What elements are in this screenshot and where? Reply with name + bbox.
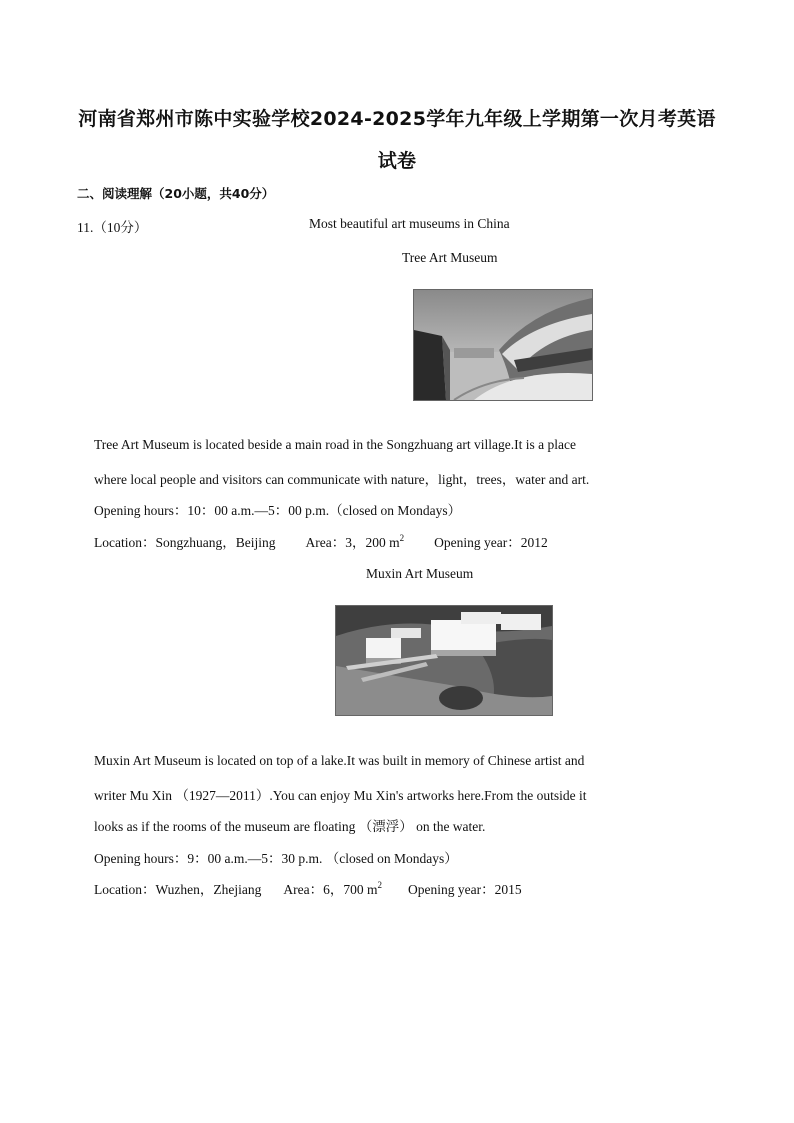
page-title: 河南省郑州市陈中实验学校2024-2025学年九年级上学期第一次月考英语	[78, 108, 716, 130]
museum-title-muxin: Muxin Art Museum	[366, 566, 474, 581]
muxin-area: Area：6，700 $m^2$	[283, 880, 383, 897]
muxin-location: Location：Wuzhen，Zhejiang	[94, 882, 262, 897]
tree-description-line1: Tree Art Museum is located beside a main road in the Songzhuang art village.It is a place	[94, 437, 576, 452]
passage-title: Most beautiful art museums in China	[309, 216, 510, 231]
tree-opening-year: Opening year：2012	[434, 535, 548, 550]
tree-info-row	[94, 531, 548, 551]
muxin-info-row	[94, 878, 522, 898]
tree-location: Location：Songzhuang，Beijing	[94, 535, 276, 550]
museum-title-tree: Tree Art Museum	[402, 250, 498, 265]
section-heading: 二、阅读理解（20小题，共40分）	[77, 186, 275, 201]
tree-area: Area：3，200 $m^2$	[305, 533, 405, 550]
muxin-opening-year: Opening year：2015	[408, 882, 522, 897]
lake-museum-photo	[335, 605, 553, 716]
question-number: 11.（10分）	[77, 220, 148, 235]
muxin-opening-hours: Opening hours：9：00 a.m.—5：30 p.m. （closed on Mondays）	[94, 851, 458, 866]
muxin-description-line1: Muxin Art Museum is located on top of a lake.It was built in memory of Chinese artist and	[94, 753, 585, 768]
tree-opening-hours: Opening hours：10：00 a.m.—5：00 p.m.（closed on Mondays）	[94, 503, 462, 518]
museum-building-photo	[413, 289, 593, 401]
muxin-description-line3: looks as if the rooms of the museum are floating （漂浮） on the water.	[94, 819, 486, 834]
tree-description-line2: where local people and visitors can communicate with nature，light，trees，water and art.	[94, 472, 590, 487]
muxin-description-line2: writer Mu Xin （1927—2011）.You can enjoy Mu Xin's artworks here.From the outside it	[94, 788, 587, 803]
page-title-continued: 试卷	[377, 150, 417, 172]
